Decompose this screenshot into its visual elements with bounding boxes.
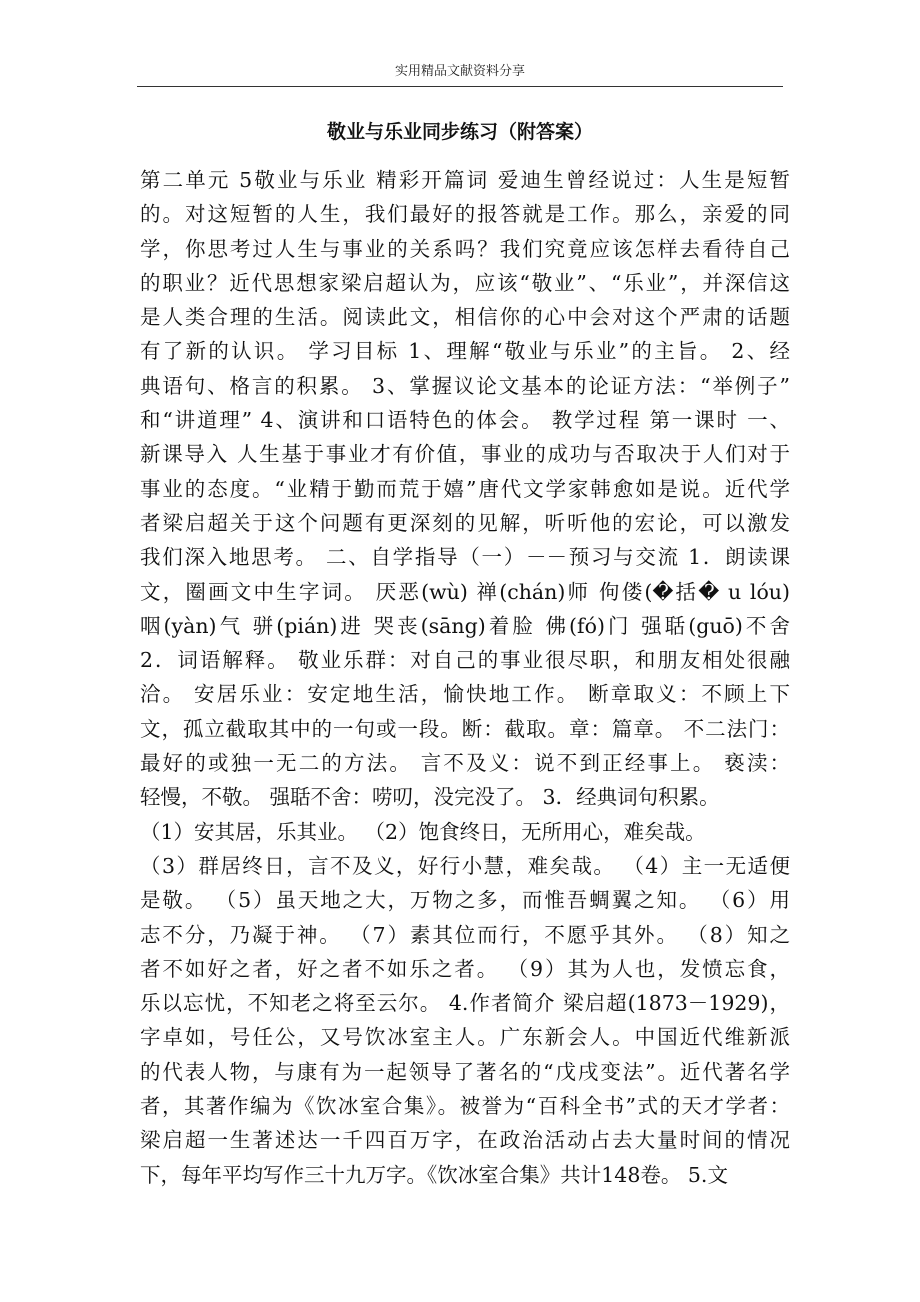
body-line: 字卓如，号任公，又号饮冰室主人。广东新会人。中国近代维新派	[140, 1025, 790, 1050]
body-line: 的职业？近代思想家梁启超认为，应该“敬业”、“乐业”，并深信这	[140, 270, 790, 295]
body-line: 洽。 安居乐业：安定地生活，愉快地工作。 断章取义：不顾上下	[140, 682, 790, 707]
body-line: 是敬。 （5）虽天地之大，万物之多，而惟吾蜩翼之知。 （6）用	[140, 888, 790, 913]
body-line: 的代表人物，与康有为一起领导了著名的“戊戌变法”。近代著名学	[140, 1059, 790, 1084]
body-line: 典语句、格言的积累。 3、掌握议论文基本的论证方法：“举例子”	[140, 373, 790, 398]
body-line: 最好的或独一无二的方法。 言不及义：说不到正经事上。 亵渎：	[140, 751, 790, 776]
body-line: 者梁启超关于这个问题有更深刻的见解，听听他的宏论，可以激发	[140, 510, 790, 535]
body-line: 是人类合理的生活。阅读此文，相信你的心中会对这个严肃的话题	[140, 305, 790, 330]
body-line: 下，每年平均写作三十九万字。《饮冰室合集》共计148卷。 5.文	[140, 1162, 728, 1187]
body-line: 2．词语解释。 敬业乐群：对自己的事业很尽职，和朋友相处很融	[140, 648, 790, 673]
body-line: 梁启超一生著述达一千四百万字，在政治活动占去大量时间的情况	[140, 1128, 790, 1153]
body-line: （3）群居终日，言不及义，好行小慧，难矣哉。 （4）主一无适便	[140, 853, 790, 878]
body-line: （1）安其居，乐其业。 （2）饱食终日，无所用心，难矣哉。	[140, 819, 706, 844]
body-line: 文，圈画文中生字词。 厌恶(wù) 禅(chán)师 佝偻(�括� u lóu)	[140, 579, 790, 604]
body-line: 文，孤立截取其中的一句或一段。断：截取。章：篇章。 不二法门：	[140, 716, 790, 741]
body-line: 我们深入地思考。 二、自学指导（一）－－预习与交流 1．朗读课	[140, 545, 790, 570]
body-line: 和“讲道理” 4、演讲和口语特色的体会。 教学过程 第一课时 一、	[140, 408, 790, 433]
body-line: 新课导入 人生基于事业才有价值，事业的成功与否取决于人们对于	[140, 442, 790, 467]
body-line: 的。对这短暂的人生，我们最好的报答就是工作。那么，亲爱的同	[140, 202, 790, 227]
body-line: 第二单元 5敬业与乐业 精彩开篇词 爱迪生曾经说过：人生是短暂	[140, 168, 790, 192]
document-title: 敬业与乐业同步练习（附答案）	[326, 121, 593, 143]
body-line: 者不如好之者，好之者不如乐之者。 （9）其为人也，发愤忘食，	[140, 956, 790, 981]
body-line: 学，你思考过人生与事业的关系吗？我们究竟应该怎样去看待自己	[140, 236, 790, 261]
body-line: 乐以忘忧，不知老之将至云尔。 4.作者简介 梁启超(1873－1929)，	[140, 991, 790, 1016]
body-line: 咽(yàn)气 骈(pián)进 哭丧(sāng)着脸 佛(fó)门 强聒(guō)不舍	[140, 613, 790, 638]
body-line: 轻慢，不敬。 强聒不舍：唠叨，没完没了。 3．经典词句积累。	[140, 785, 720, 810]
page-header: 实用精品文献资料分享	[394, 64, 525, 79]
body-line: 者，其著作编为《饮冰室合集》。被誉为“百科全书”式的天才学者：	[140, 1094, 790, 1119]
body-line: 志不分，乃凝于神。 （7）素其位而行，不愿乎其外。 （8）知之	[140, 922, 790, 947]
body-text	[140, 163, 790, 1192]
body-line: 事业的态度。“业精于勤而荒于嬉”唐代文学家韩愈如是说。近代学	[140, 476, 790, 501]
header-divider	[137, 86, 783, 87]
body-line: 有了新的认识。 学习目标 1、理解“敬业与乐业”的主旨。 2、经	[140, 339, 790, 364]
